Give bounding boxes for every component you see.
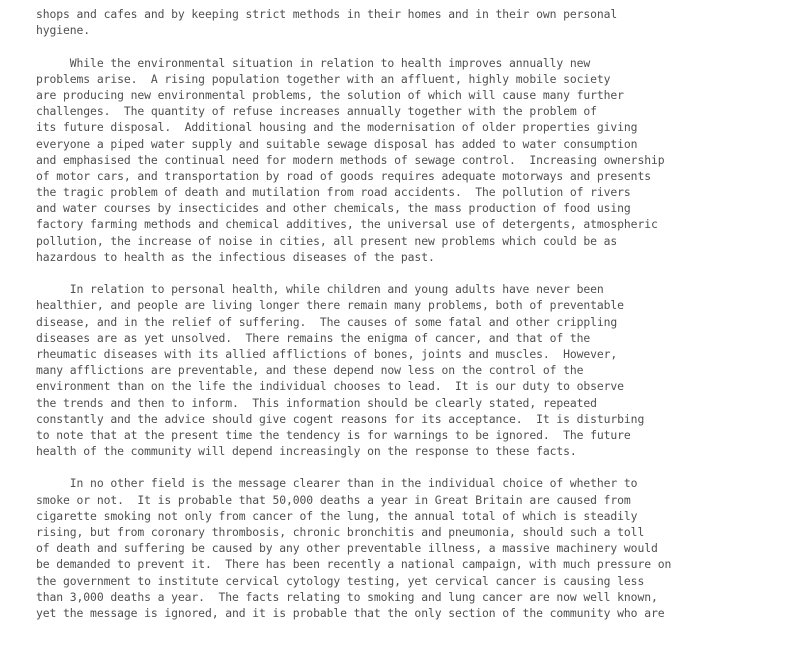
text-line: its future disposal. Additional housing and the modernisation of older properties giving	[36, 120, 638, 135]
paragraph-gap	[36, 459, 778, 475]
text-line: While the environmental situation in relation to health improves annually new	[36, 55, 591, 70]
text-line: and water courses by insecticides and other chemicals, the mass production of food using	[36, 201, 631, 216]
paragraph-gap	[36, 265, 778, 281]
text-line: pollution, the increase of noise in cities, all present new problems which could be as	[36, 233, 618, 248]
text-line: yet the message is ignored, and it is probable that the only section of the community who are	[36, 605, 665, 620]
text-line: diseases are as yet unsolved. There remains the enigma of cancer, and that of the	[36, 330, 591, 345]
paragraph-hygiene-ending	[36, 6, 778, 38]
text-line: the government to institute cervical cytology testing, yet cervical cancer is causing less	[36, 573, 645, 588]
text-line: many afflictions are preventable, and these depend now less on the control of the	[36, 363, 584, 378]
text-line: everyone a piped water supply and suitable sewage disposal has added to water consumption	[36, 136, 638, 151]
text-line: environment than on the life the individual chooses to lead. It is our duty to observe	[36, 379, 624, 394]
text-line: hazardous to health as the infectious diseases of the past.	[36, 249, 435, 264]
text-line: the trends and then to inform. This information should be clearly stated, repeated	[36, 395, 597, 410]
text-line: problems arise. A rising population together with an affluent, highly mobile society	[36, 71, 611, 86]
paragraph-personal-health	[36, 281, 778, 459]
paragraph-smoking	[36, 475, 778, 621]
text-line: than 3,000 deaths a year. The facts relating to smoking and lung cancer are now well known,	[36, 589, 658, 604]
text-line: and emphasised the continual need for modern methods of sewage control. Increasing ownership	[36, 152, 665, 167]
text-line: rising, but from coronary thrombosis, chronic bronchitis and pneumonia, should such a toll	[36, 525, 645, 539]
text-line: cigarette smoking not only from cancer of the lung, the annual total of which is steadily	[36, 508, 638, 523]
text-line: to note that at the present time the tendency is for warnings to be ignored. The future	[36, 427, 631, 442]
text-line: hygiene.	[36, 23, 91, 38]
paragraph-gap	[36, 38, 778, 54]
text-line: are producing new environmental problems, the solution of which will cause many further	[36, 87, 624, 102]
text-line: healthier, and people are living longer there remain many problems, both of preventable	[36, 298, 624, 313]
text-line: the tragic problem of death and mutilation from road accidents. The pollution of rivers	[36, 185, 631, 200]
text-line: of death and suffering be caused by any other preventable illness, a massive machinery would	[36, 541, 658, 556]
text-line: In no other field is the message clearer than in the individual choice of whether to	[36, 476, 638, 491]
text-line: rheumatic diseases with its allied afflictions of bones, joints and muscles. However,	[36, 346, 618, 361]
text-line: constantly and the advice should give cogent reasons for its acceptance. It is disturbing	[36, 411, 645, 426]
text-line: be demanded to prevent it. There has been recently a national campaign, with much pressure on	[36, 557, 672, 572]
text-line: challenges. The quantity of refuse increases annually together with the problem of	[36, 104, 597, 119]
text-line: In relation to personal health, while children and young adults have never been	[36, 282, 604, 297]
text-line: shops and cafes and by keeping strict methods in their homes and in their own personal	[36, 7, 618, 21]
text-line: of motor cars, and transportation by road of goods requires adequate motorways and presents	[36, 168, 651, 183]
text-line: health of the community will depend increasingly on the response to these facts.	[36, 444, 577, 459]
text-line: disease, and in the relief of suffering. The causes of some fatal and other crippling	[36, 314, 618, 329]
paragraph-environmental-situation	[36, 55, 778, 265]
text-line: factory farming methods and chemical additives, the universal use of detergents, atmospheric	[36, 217, 658, 232]
text-line: smoke or not. It is probable that 50,000 deaths a year in Great Britain are caused from	[36, 492, 631, 507]
